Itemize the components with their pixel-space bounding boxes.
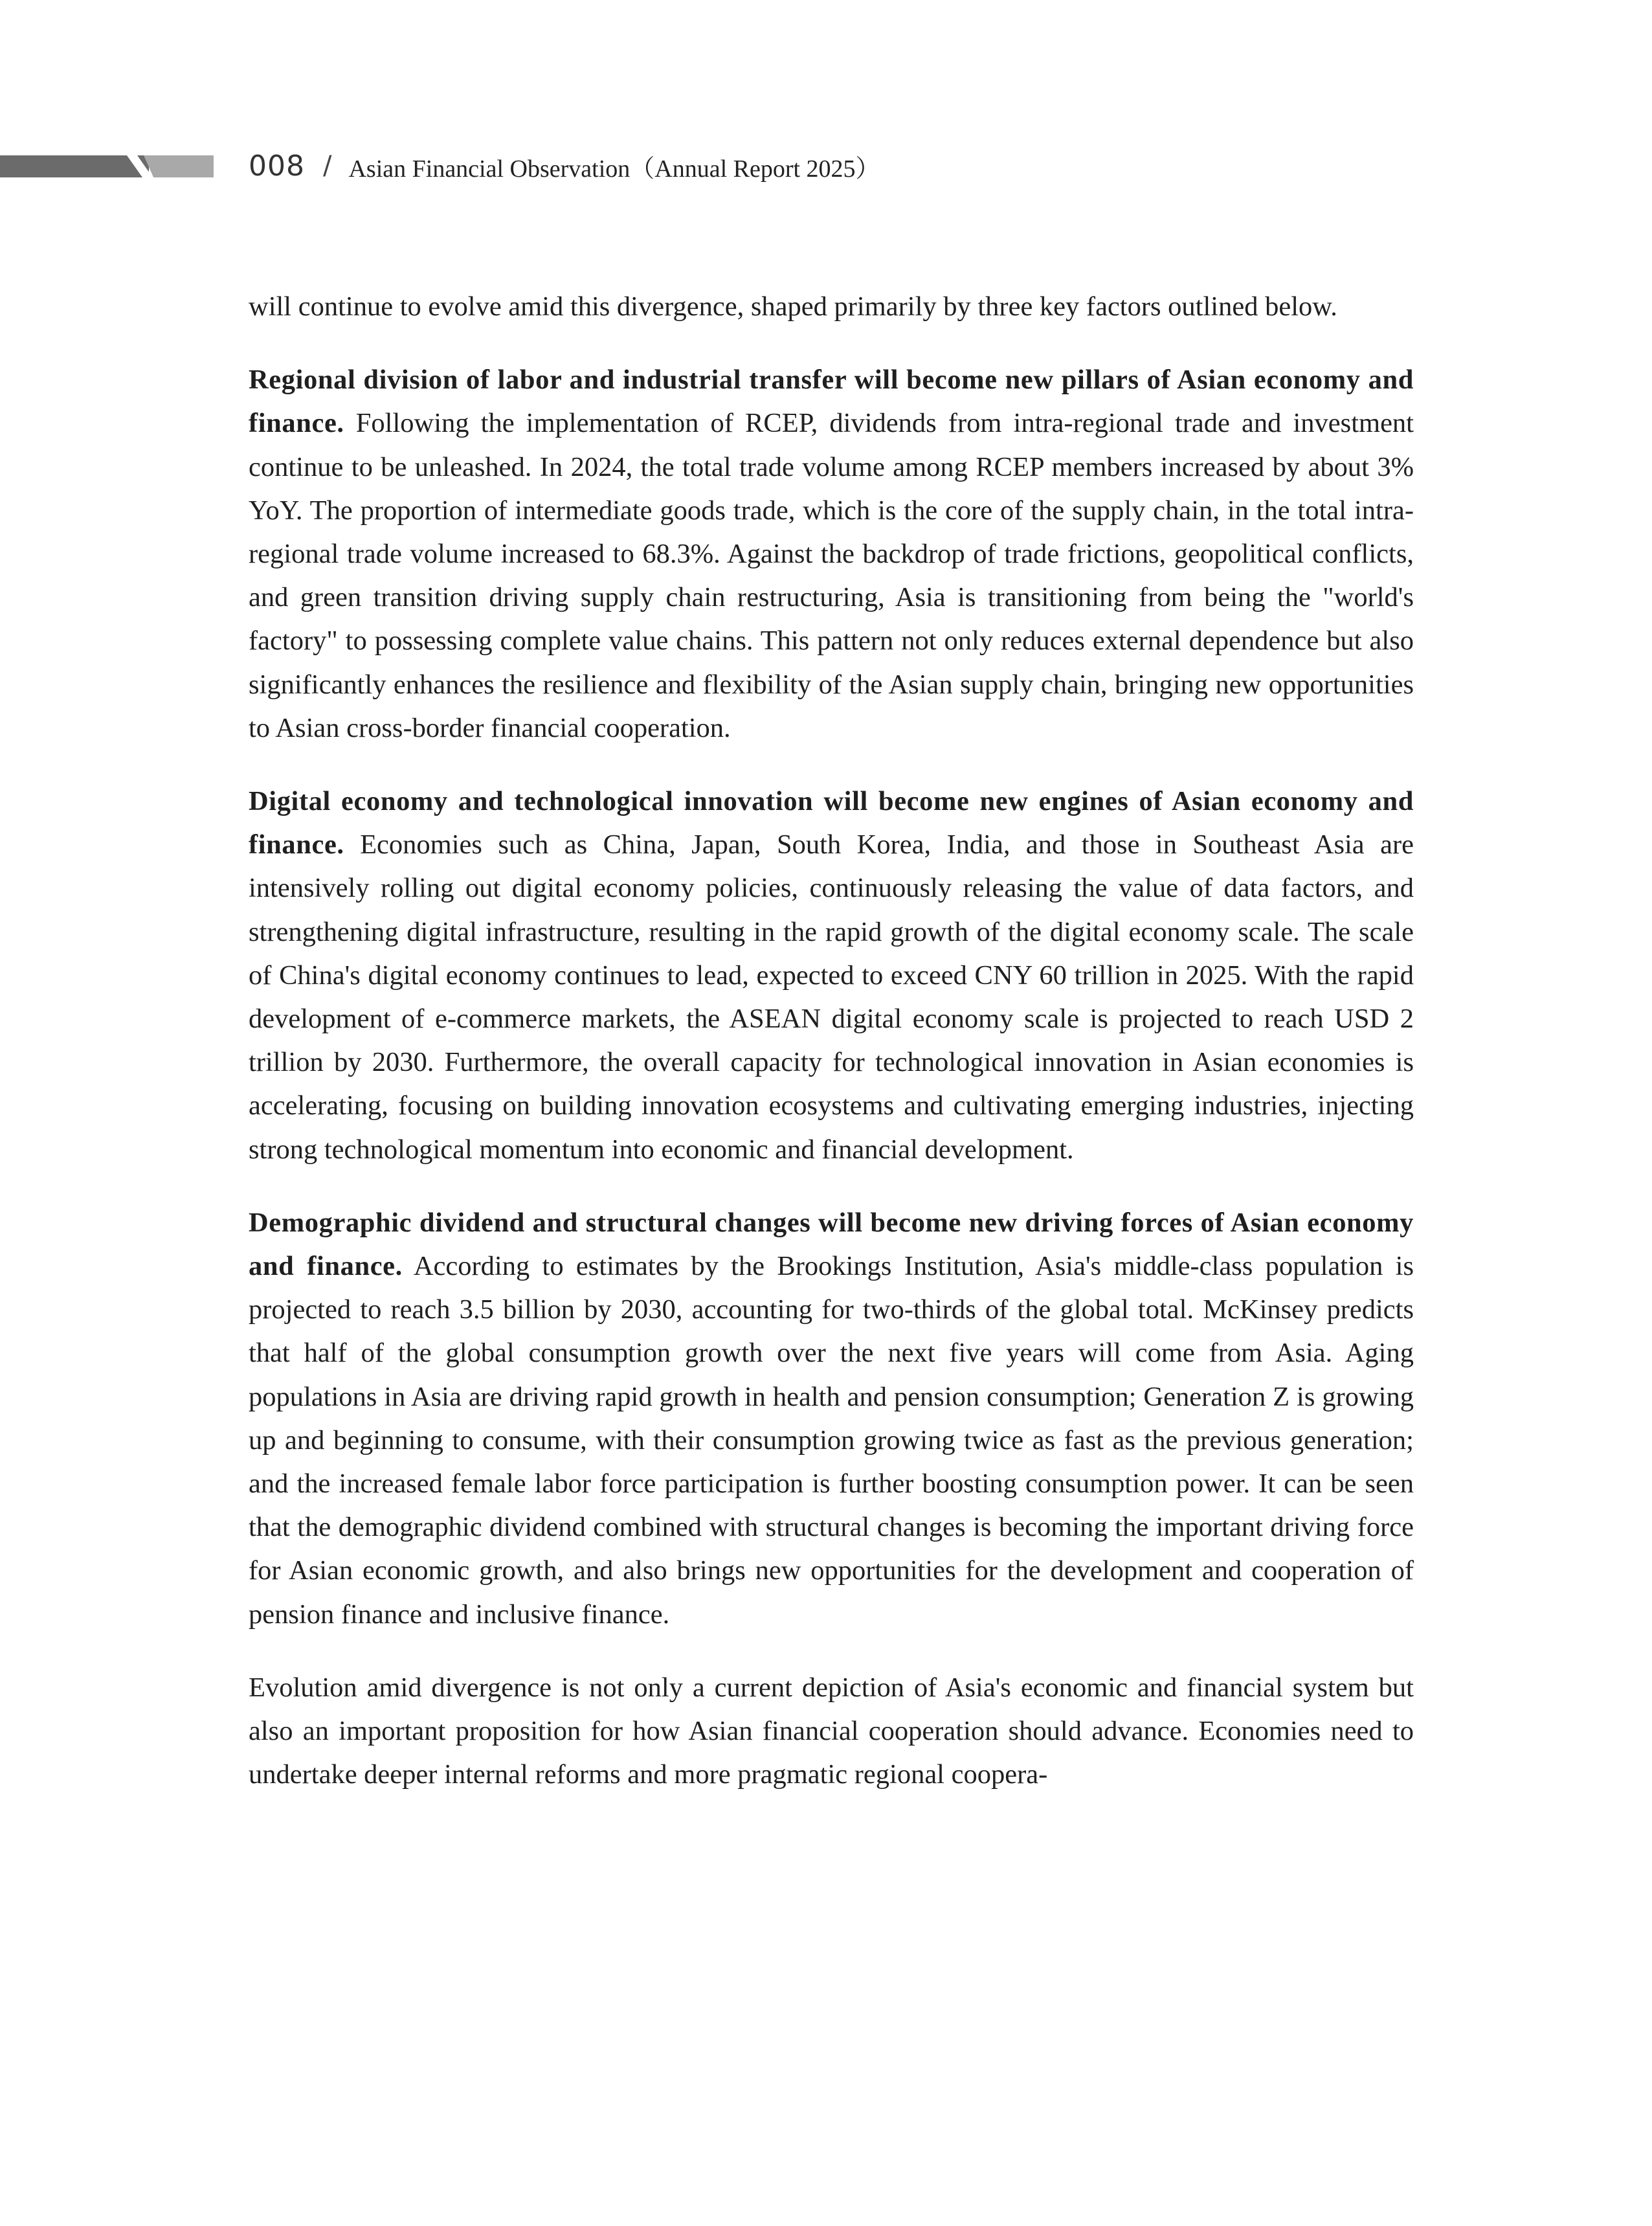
body-text bbox=[249, 285, 1414, 1827]
paragraph-lead: Digital economy and technological innovation will become new engines of Asian economy and finance. bbox=[249, 786, 1414, 860]
paragraph-text: Evolution amid divergence is not only a current depiction of Asia's economic and financial system but also an important proposition for how Asian financial cooperation should advance. Economies need to undertake deeper internal reforms and more pragmatic regional coopera- bbox=[249, 1672, 1414, 1790]
paragraph-lead: Demographic dividend and structural changes will become new driving forces of Asian economy and finance. bbox=[249, 1207, 1414, 1282]
header-decor-bar-light bbox=[144, 155, 214, 177]
paragraph-text: According to estimates by the Brookings Institution, Asia's middle-class population is projected to reach 3.5 billion by 2030, accounting for two-thirds of the global total. McKinsey predicts that half of the global consumption growth over the next five years will come from Asia. Aging populations in Asia are driving rapid growth in health and pension consumption; Generation Z is growing up and beginning to consume, with their consumption growing twice as fast as the previous generation; and the increased female labor force participation is further boosting consumption power. It can be seen that the demographic dividend combined with structural changes is becoming the important driving force for Asian economic growth, and also brings new opportunities for the development and cooperation of pension finance and inclusive finance. bbox=[249, 1251, 1414, 1630]
publication-title: Asian Financial Observation（Annual Report 2025） bbox=[348, 155, 880, 183]
paragraph-text: Economies such as China, Japan, South Korea, India, and those in Southeast Asia are intensively rolling out digital economy policies, continuously releasing the value of data factors, and strengthening digital infrastructure, resulting in the rapid growth of the digital economy scale. The scale of China's digital economy continues to lead, expected to exceed CNY 60 trillion in 2025. With the rapid development of e-commerce markets, the ASEAN digital economy scale is projected to reach USD 2 trillion by 2030. Furthermore, the overall capacity for technological innovation in Asian economies is accelerating, focusing on building innovation ecosystems and cultivating emerging industries, injecting strong technological momentum into economic and financial development. bbox=[249, 829, 1414, 1165]
paragraph-text: will continue to evolve amid this divergence, shaped primarily by three key factors outlined below. bbox=[249, 291, 1337, 322]
paragraph-digital-economy bbox=[249, 780, 1414, 1171]
running-head bbox=[249, 146, 880, 185]
paragraph-evolution bbox=[249, 1666, 1414, 1797]
paragraph-regional-division bbox=[249, 358, 1414, 750]
paragraph-continuation bbox=[249, 285, 1414, 328]
paragraph-lead: Regional division of labor and industrial transfer will become new pillars of Asian economy and finance. bbox=[249, 365, 1414, 439]
page-number: 008 bbox=[249, 149, 305, 183]
header-separator: / bbox=[322, 151, 332, 181]
header-decor-bar-dark bbox=[0, 155, 149, 177]
paragraph-demographic-dividend bbox=[249, 1201, 1414, 1636]
paragraph-text: Following the implementation of RCEP, dividends from intra-regional trade and investment continue to be unleashed. In 2024, the total trade volume among RCEP members increased by about 3% YoY. The proportion of intermediate goods trade, which is the core of the supply chain, in the total intra-regional trade volume increased to 68.3%. Against the backdrop of trade frictions, geopolitical conflicts, and green transition driving supply chain restructuring, Asia is transitioning from being the "world's factory" to possessing complete value chains. This pattern not only reduces external dependence but also significantly enhances the resilience and flexibility of the Asian supply chain, bringing new opportunities to Asian cross-border financial cooperation. bbox=[249, 408, 1414, 743]
